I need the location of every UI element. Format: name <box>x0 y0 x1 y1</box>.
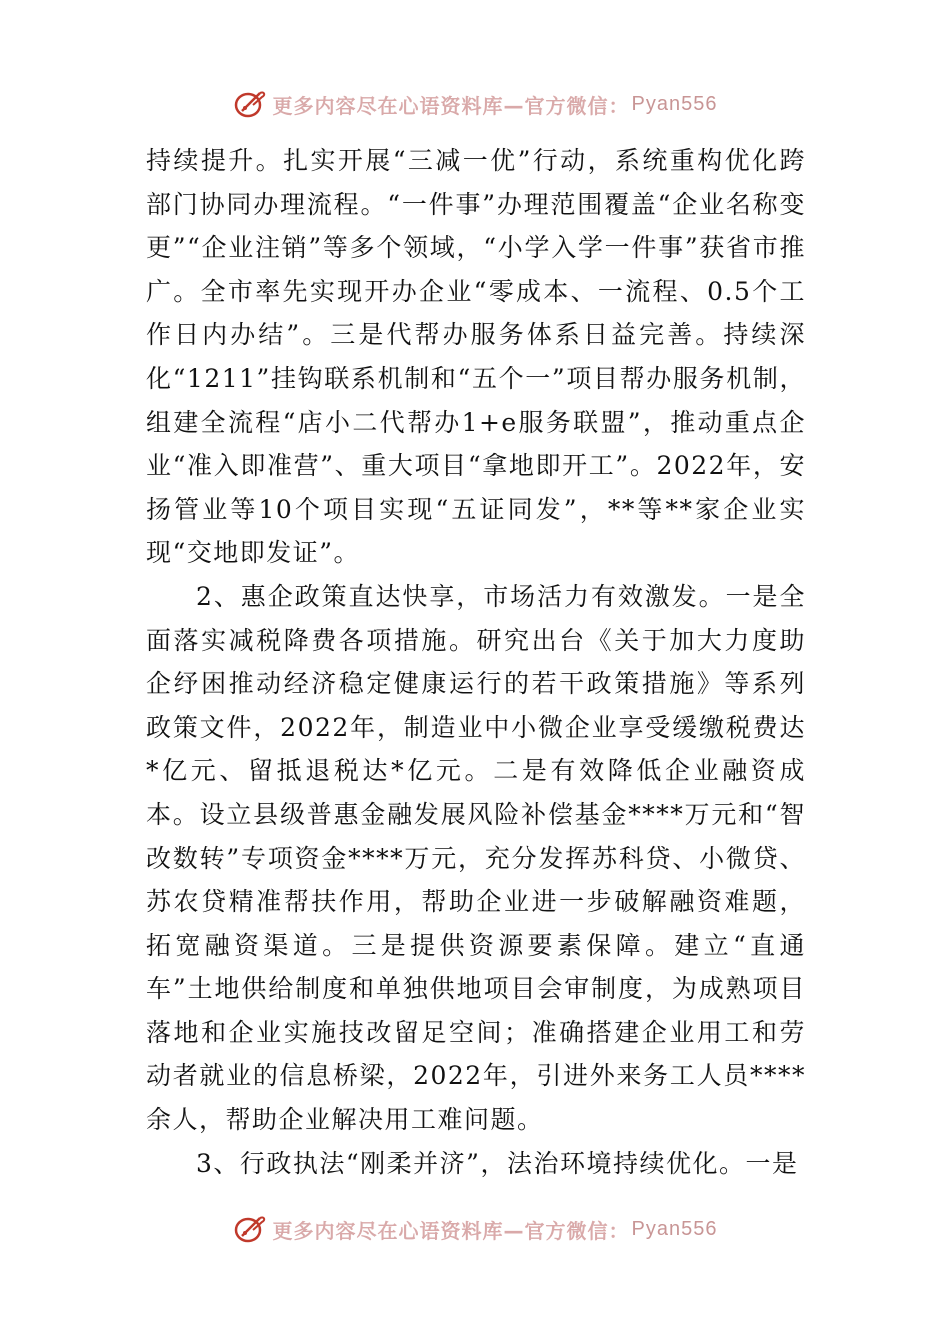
paragraph-section-2: 2、惠企政策直达快享，市场活力有效激发。一是全面落实减税降费各项措施。研究出台《关于加大力度助企纾困推动经济稳定健康运行的若干政策措施》等系列政策文件，2022年，制造业中小微企业享受缓缴税费达*亿元、留抵退税达*亿元。二是有效降低企业融资成本。设立县级普惠金融发展风险补偿基金****万元和“智改数转”专项资金****万元，充分发挥苏科贷、小微贷、苏农贷精准帮扶作用，帮助企业进一步破解融资难题，拓宽融资渠道。三是提供资源要素保障。建立“直通车”土地供给制度和单独供地项目会审制度，为成熟项目落地和企业实施技改留足空间；准确搭建企业用工和劳动者就业的信息桥梁，2022年，引进外来务工人员****余人，帮助企业解决用工难问题。 <box>146 581 806 1135</box>
footer-watermark <box>0 1209 950 1249</box>
quill-logo-icon <box>233 87 267 121</box>
paragraph-continued: 持续提升。扎实开展“三减一优”行动，系统重构优化跨部门协同办理流程。“一件事”办理范围覆盖“企业名称变更”“企业注销”等多个领域，“小学入学一件事”获省市推广。全市率先实现开办企业“零成本、一流程、0.5个工作日内办结”。三是代帮办服务体系日益完善。持续深化“1211”挂钩联系机制和“五个一”项目帮办服务机制，组建全流程“店小二代帮办1+e服务联盟”，推动重点企业“准入即准营”、重大项目“拿地即开工”。2022年，安扬管业等10个项目实现“五证同发”，**等**家企业实现“交地即发证”。 <box>146 146 806 568</box>
quill-logo-icon <box>233 1212 267 1246</box>
watermark-wechat-id: Pyan556 <box>631 1217 718 1240</box>
header-watermark <box>0 84 950 124</box>
watermark-text: 更多内容尽在心语资料库—官方微信： <box>272 1218 630 1243</box>
document-body <box>146 139 806 1185</box>
watermark-wechat-id: Pyan556 <box>631 92 718 115</box>
watermark-text: 更多内容尽在心语资料库—官方微信： <box>272 93 630 118</box>
paragraph-section-3: 3、行政执法“刚柔并济”，法治环境持续优化。一是 <box>196 1148 799 1178</box>
